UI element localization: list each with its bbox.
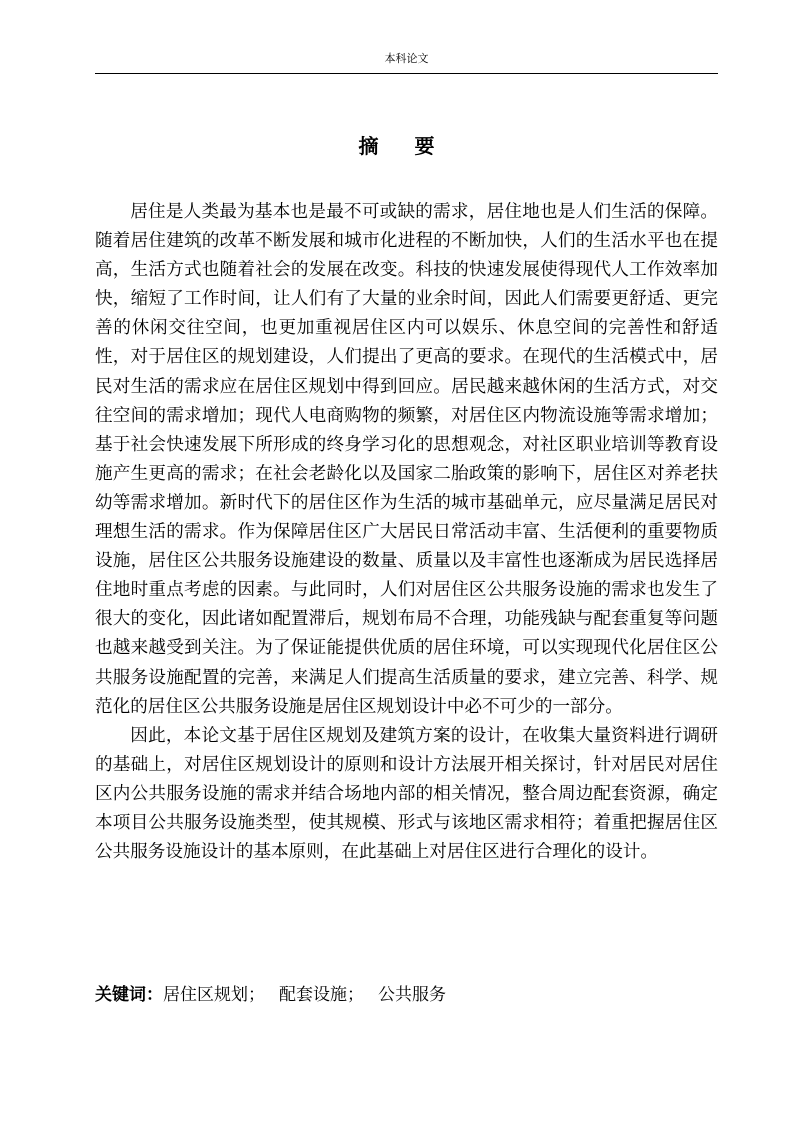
abstract-paragraph-2: 因此，本论文基于居住区规划及建筑方案的设计，在收集大量资料进行调研的基础上，对居住区规划设计的原则和设计方法展开相关探讨，针对居民对居住区内公共服务设施的需求并结合场地内部的相关情况，整合周边配套资源，确定本项目公共服务设施类型，使其规模、形式与该地区需求相符；着重把握居住区公共服务设施设计的基本原则，在此基础上对居住区进行合理化的设计。 <box>95 725 718 863</box>
keyword-item: 公共服务 <box>378 985 446 1005</box>
page-header: 本科论文 <box>95 52 718 74</box>
keyword-item: 居住区规划； <box>163 985 265 1005</box>
abstract-paragraph-1: 居住是人类最为基本也是最不可或缺的需求，居住地也是人们生活的保障。随着居住建筑的改革不断发展和城市化进程的不断加快，人们的生活水平也在提高，生活方式也随着社会的发展在改变。科技的快速发展使得现代人工作效率加快，缩短了工作时间，让人们有了大量的业余时间，因此人们需要更舒适、更完善的休闲交往空间，也更加重视居住区内可以娱乐、休息空间的完善性和舒适性，对于居住区的规划建设，人们提出了更高的要求。在现代的生活模式中，居民对生活的需求应在居住区规划中得到回应。居民越来越休闲的生活方式，对交往空间的需求增加；现代人电商购物的频繁，对居住区内物流设施等需求增加；基于社会快速发展下所形成的终身学习化的思想观念，对社区职业培训等教育设施产生更高的需求；在社会老龄化以及国家二胎政策的影响下，居住区对养老扶幼等需求增加。新时代下的居住区作为生活的城市基础单元，应尽量满足居民对理想生活的需求。作为保障居住区广大居民日常活动丰富、生活便利的重要物质设施，居住区公共服务设施建设的数量、质量以及丰富性也逐渐成为居民选择居住地时重点考虑的因素。与此同时，人们对居住区公共服务设施的需求也发生了很大的变化，因此诸如配置滞后，规划布局不合理，功能残缺与配套重复等问题也越来越受到关注。为了保证能提供优质的居住环境，可以实现现代化居住区公共服务设施配置的完善，来满足人们提高生活质量的要求，建立完善、科学、规范化的居住区公共服务设施是居住区规划设计中必不可少的一部分。 <box>95 202 718 717</box>
keyword-item: 配套设施； <box>279 985 364 1005</box>
keywords-line <box>95 983 718 1007</box>
abstract-body <box>95 198 718 867</box>
abstract-title: 摘要 <box>358 134 471 158</box>
keywords-label: 关键词： <box>95 985 163 1005</box>
